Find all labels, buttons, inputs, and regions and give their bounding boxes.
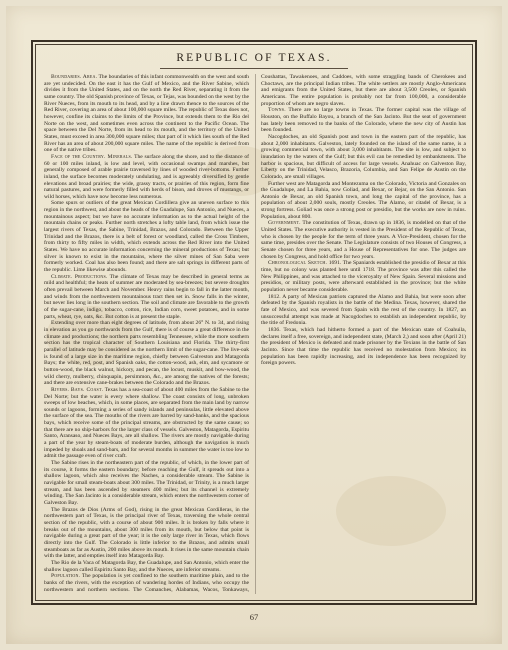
paragraph-text: The surface along the shore, and to the distance of 60 or 100 miles inland, is low and level, with occasional swamps and marshes, but generally composed of arable prairie traversed by lines of wooded river-bottoms. Further inland, the surface becomes moderately undulating, and is agreeably diversified by gentle elevations and broad prairies; the wide, grassy tracts, or prairies of this region, form fine natural pastures, and were formerly filled with herds of bison, and droves of mustangs, or wild horses, which have now become less numerous.	[44, 153, 249, 200]
paragraph-text: Texas has a sea-coast of about 400 miles from the Sabine to the Del Norte; but the water is every where shallow. The coast consists of long, unbroken sweeps of low beaches, which, in some places, are separated from the main land by narrow sounds or lagoons, forming a series of sandy islands and peninsulas, little elevated above the surface of the sea. The mouths of the rivers are barred by sand-banks, and the spacious bays, which receive some of the principal streams, are obstructed by the same cause; so that there are no ship-harbors for the larger class of vessels. Galveston, Matagorda, Espiritu Santo, Aransaso, and Nueces Bays, are all shallow. The rivers are mostly navigable during a part of the year by steam-boats of moderate burden, although the navigation is much impeded by shoals and sand-bars, and for several months in summer the water is too low to admit the passage even of river craft.	[44, 386, 249, 460]
article-paragraph	[261, 107, 466, 134]
section-heading: Government.	[268, 220, 301, 227]
section-heading: Population.	[51, 573, 81, 580]
section-heading: Chronological Sketch.	[268, 260, 328, 267]
title-divider	[160, 68, 348, 69]
paragraph-text: There are no large towns in Texas. The former capital was the village of Houston, on the Buffalo Bayou, a branch of the San Jacinto. But the seat of government has lately been removed to the banks of the Colorado, where the new city of Austin has been founded.	[261, 107, 466, 134]
article-paragraph	[261, 220, 466, 260]
paragraph-text: The Brazos de Dios (Arms of God), rising in the great Mexican Cordilleras, in the northwestern part of Texas, is the principal river of Texas, traversing the whole central section of the republic, with a course of about 900 miles. It is broken by falls where it breaks out of the mountains, about 300 miles from its mouth, but below that point is navigable during a great part of the year; it is the only large river in Texas, which flows directly into the Gulf. The Colorado is little inferior to the Brazos, and admits small steamboats as far as Austin, 200 miles above its mouth. It rises in the same mountain chain with the latter, and empties itself into Matagorda Bay.	[44, 506, 249, 560]
article-paragraph	[261, 134, 466, 181]
paragraph-text: 1812. A party of Mexican patriots captured the Alamo and Bahia, but were soon after defeated by the Spanish royalists in the battle of the Medina. Texas, however, shared the fate of Mexico, and was severed from Spain with the rest of the country. In 1827, an unsuccessful attempt was made at Nacogdoches to establish an independent republic, by the title of Fredonia.	[261, 293, 466, 327]
paragraph-text: The constitution of Texas, drawn up in 1836, is modelled on that of the United States. The executive authority is vested in the President of the Republic of Texas, who is chosen by the people for the term of three years. A Vice-President, chosen for the same time, presides over the Senate. The Legislature consists of two Houses of Congress, a Senate chosen for three years, and a House of Representatives for one. The judges are chosen by Congress, and hold office for two years.	[261, 220, 466, 260]
article-paragraph	[44, 460, 249, 507]
paragraph-text: 1691. The Spaniards established the presidio of Bexar at this time, but no colony was planted here until 1718. The province was after this called the New Philippines, and was attached to the viceroyalty of New Spain. Several missions and presidios, or military posts, were afterward established in the province; but the white population never became considerable.	[261, 260, 466, 293]
article-paragraph	[44, 274, 249, 321]
section-heading: Towns.	[268, 107, 286, 114]
paragraph-text: Nacogdoches, an old Spanish post and town in the eastern part of the republic, has about 2,000 inhabitants. Galveston, lately founded on the island of the same name, is a growing commercial town, with about 3,000 inhabitants. The site is low, and subject to inundation by the waters of the Gulf; but this evil can be remedied by embankments. The harbor is spacious, but difficult of access for large vessels. Anahuac on Galveston Bay, Liberty on the Trinidad, Velasco, Brazoria, Columbia, and San Felipe de Austin on the Colorado, are small villages.	[261, 133, 466, 180]
paragraph-text: Some spurs or outliers of the great Mexican Cordillera give an uneven surface to this region in the northwest, and about the heads of the Guadalupe, San Antonio, and Nueces, a mountainous aspect; but we have no accurate information as to the actual height of the mountain chains or peaks. Further north stretches a lofty table land, from which issue the largest rivers of Texas, the Sabine, Trinidad, Brazos, and Colorado. Between the Upper Trinidad and the Brazos, there is a belt of forest or woodland, called the Cross Timbers, from thirty to fifty miles in width, which extends across the Red River into the United States. We have no accurate information concerning the mineral productions of Texas; but silver is known to exist in the mountains, where the silver mines of San Saba were formerly worked. Coal has also been found; and there are salt springs in different parts of the republic. Lime likewise abounds.	[44, 200, 249, 274]
article-paragraph	[44, 74, 249, 154]
paragraph-text: Extending over more than eight degrees of latitude, from about 26° N. to 34, and rising in elevation as you go northwards from the Gulf, there is of course a great difference in the climate and productions; the northern parts resembling Tennessee, while the more southern section has the tropical character of Southern Louisiana and Florida. The thirty-first parallel of latitude may be considered as the northern limit of the sugar-cane. The live-oak is found of a large size in the maritime region, chiefly between Galveston and Matagorda Bays; the white, red, post, and Spanish oaks, the cotton-wood, ash, elm, and sycamore or button-wood, the black walnut, hickory, and pecan, the locust, muskit, and bow-wood, the wild cherry, mulberry, chinquapin, persimmon, &c., are among the natives of the forests; and there are extensive cane-brakes between the Colorado and the Brazos.	[44, 320, 249, 387]
article-paragraph	[44, 200, 249, 273]
paragraph-text: The climate of Texas may be described in general terms as mild and healthful; the heats of summer are moderated by sea-breezes; but severe droughts often prevail between March and November. Heavy rains begin to fall in the latter month, and winds from the northwestern mountainous tract then set in. Snow falls in the winter, but never lies long in the southern section. The soil and climate are favorable to the growth of the sugar-cane, indigo, tobacco, cotton, rice, Indian corn, sweet potatoes, and in some parts, wheat, rye, oats, &c. But cotton is at present the staple.	[44, 273, 249, 320]
article-paragraph	[261, 294, 466, 327]
article-paragraph	[44, 507, 249, 560]
section-heading: Rivers. Bays. Coast.	[51, 386, 104, 393]
article-body	[44, 74, 466, 594]
paragraph-text: The boundaries of this infant commonwealth on the west and south are yet undecided. On the east it has the Gulf of Mexico, and the River Sabine, which divides it from the United States, and on the north the Red River, separating it from the same country. The old Spanish province of Texas, or Tejas, was bounded on the west by the River Nueces, from its mouth to its head, and by a line drawn thence to the sources of the Red River, covering an area of about 100,000 square miles. The republic of Texas does not, however, confine its claims to the limits of the Province, but extends them to the Rio del Norte on the west, and sometimes even across the continent to the Pacific Ocean. The space between the Del Norte, from its head to its mouth, and the territory of the United States, must exceed in area 300,000 square miles; that part of it which lies south of the Red River has an area of about 200,000 square miles. The name of the republic is derived from one of the native tribes.	[44, 74, 249, 154]
section-heading: Face of the Country. Minerals.	[51, 153, 133, 160]
article-paragraph	[261, 327, 466, 367]
paragraph-text: Further west are Matagorda and Montezuma on the Colorado, Victoria and Gonzales on the Guadalupe, and La Bahia, now Goliad, and Bexar, or Bejar, on the San Antonio. San Antonio de Bexar, an old Spanish town, and long the capital of the province, has a population of about 2,000 souls, mostly Creoles. The Alamo, or citadel of Bexar, is a strong fortress. Goliad was once a strong post or presidio, but the works are now in ruins. Population, about 800.	[261, 180, 466, 220]
paragraph-text: The Rio de la Vaca of Matagorda Bay, the Guadalupe, and San Antonio, which enter the shallow lagoon called Espiritu Santo Bay, and the Nueces, are inferior streams.	[44, 559, 249, 573]
article-paragraph	[44, 320, 249, 387]
article-paragraph	[44, 154, 249, 201]
section-heading: Climate. Productions.	[51, 273, 108, 280]
paragraph-text: The Sabine rises in the northeastern part of the republic, of which, in the lower part of its course, it forms the eastern boundary; before reaching the Gulf, it spreads out into a shallow lagoon, which also receives the Naches, a considerable stream. The Sabine is navigable for small steam-boats about 300 miles. The Trinidad, or Trinity, is a much larger stream, and has been ascended by steamers 400 miles; but its channel is extremely winding. The San Jacinto is a considerable stream, which enters the northwestern corner of Galveston Bay.	[44, 460, 249, 506]
section-heading: Boundaries. Area.	[51, 74, 98, 80]
paragraph-text: 1836. Texas, which had hitherto formed a part of the Mexican state of Coahuila, declares itself a free, sovereign, and independent state, (March 2,) and soon after (April 21) the president of Mexico is defeated and made prisoner by the Texians in the battle of San Jacinto. Since that time the republic has received no molestation from Mexico; its population has been rapidly increasing, and its independence has been recognized by foreign powers.	[261, 326, 466, 367]
article-paragraph	[44, 560, 249, 573]
page-title: REPUBLIC OF TEXAS.	[176, 52, 332, 64]
article-paragraph	[261, 181, 466, 221]
paragraph-text: The population is yet confined to the southern maritime plain, and to the banks of the rivers, with the exception of wandering hordes of Indians, who occupy the northwestern and northern sections. The Comanches, Alabamas, Wacos, Tonkaways, Coushattas, Tawakenoes, and Caddoes, with some straggling bands of Cherokees and Choctaws, are the principal Indian tribes. The white settlers are mostly Anglo-Americans and emigrants from the United States, but there are about 3,500 Creoles, or Spanish Americans. The entire population is probably not far from 100,000, a considerable proportion of whom are negro slaves.	[44, 74, 466, 593]
article-paragraph	[44, 387, 249, 460]
article-paragraph	[261, 260, 466, 293]
page-number: 67	[249, 612, 259, 622]
